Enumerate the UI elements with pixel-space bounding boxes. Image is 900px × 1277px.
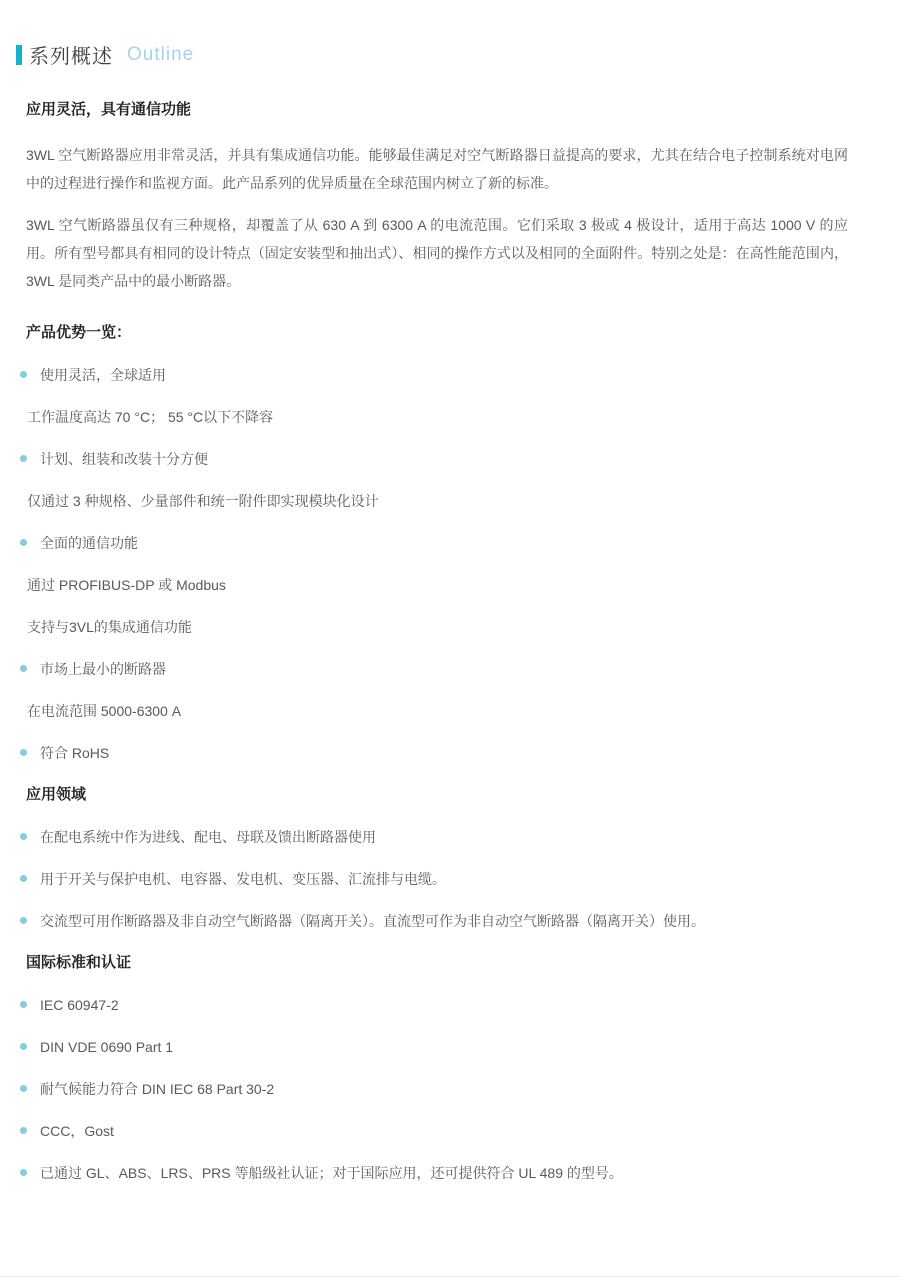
- list-item-text: 符合 RoHS: [40, 745, 110, 761]
- list-item-text: 在配电系统中作为进线、配电、母联及馈出断路器使用: [40, 829, 376, 845]
- accent-bar-icon: [16, 45, 22, 65]
- list-item-text: 市场上最小的断路器: [40, 661, 166, 677]
- bullet-dot-icon: [20, 1169, 27, 1176]
- advantages-heading: 产品优势一览：: [26, 324, 132, 341]
- bullet-dot-icon: [20, 749, 27, 756]
- list-item: [26, 449, 874, 469]
- list-item: [26, 1079, 874, 1099]
- list-item-text: 仅通过 3 种规格、少量部件和统一附件即实现模块化设计: [27, 493, 379, 509]
- list-item-text: 计划、组装和改装十分方便: [40, 451, 208, 467]
- list-item-text: 在电流范围 5000-6300 A: [27, 703, 182, 719]
- list-item: [26, 743, 874, 763]
- section-title: [16, 40, 900, 69]
- list-item-text: 支持与3VL的集成通信功能: [27, 619, 192, 635]
- list-item-text: IEC 60947-2: [40, 997, 119, 1013]
- list-subitem: [26, 701, 874, 721]
- list-item: [26, 1121, 874, 1141]
- intro-paragraph-1: 3WL 空气断路器应用非常灵活，并具有集成通信功能。能够最佳满足对空气断路器日益提高的要求，尤其在结合电子控制系统对电网中的过程进行操作和监视方面。此产品系列的优异质量在全球范围内树立了新的标准。: [26, 147, 848, 191]
- list-item: [26, 533, 874, 553]
- standards-heading: 国际标准和认证: [26, 954, 132, 971]
- bullet-dot-icon: [20, 539, 27, 546]
- list-subitem: [26, 617, 874, 637]
- list-item-text: 用于开关与保护电机、电容器、发电机、变压器、汇流排与电缆。: [40, 871, 446, 887]
- list-item-text: 工作温度高达 70 °C； 55 °C以下不降容: [27, 409, 274, 425]
- list-item-text: 已通过 GL、ABS、LRS、PRS 等船级社认证；对于国际应用，还可提供符合 UL 489 的型号。: [40, 1165, 623, 1181]
- list-item-text: 使用灵活，全球适用: [40, 367, 166, 383]
- applications-list: [26, 827, 874, 931]
- applications-heading: 应用领域: [26, 786, 87, 803]
- list-item: [26, 869, 874, 889]
- section-title-en: Outline: [127, 43, 195, 65]
- bullet-dot-icon: [20, 455, 27, 462]
- bullet-dot-icon: [20, 371, 27, 378]
- content-area: [26, 100, 874, 1183]
- list-item-text: CCC，Gost: [40, 1123, 114, 1139]
- list-subitem: [26, 407, 874, 427]
- bullet-dot-icon: [20, 1085, 27, 1092]
- bullet-dot-icon: [20, 917, 27, 924]
- list-item: [26, 1163, 874, 1183]
- list-item-text: 耐气候能力符合 DIN IEC 68 Part 30-2: [40, 1081, 275, 1097]
- intro-paragraph-2: 3WL 空气断路器虽仅有三种规格，却覆盖了从 630 A 到 6300 A 的电流范围。它们采取 3 极或 4 极设计，适用于高达 1000 V 的应用。所有型号都具有相同的设计特点（固定安装型和抽出式）、相同的操作方式以及相同的全面附件。特别之处是：在高性能范围内，3WL 是同类产品中的最小断路器。: [26, 217, 848, 289]
- list-item-text: DIN VDE 0690 Part 1: [40, 1039, 174, 1055]
- list-item: [26, 995, 874, 1015]
- bullet-dot-icon: [20, 665, 27, 672]
- list-item: [26, 365, 874, 385]
- advantages-list: [26, 365, 874, 763]
- bullet-dot-icon: [20, 1001, 27, 1008]
- bullet-dot-icon: [20, 1127, 27, 1134]
- bullet-dot-icon: [20, 833, 27, 840]
- list-item-text: 全面的通信功能: [40, 535, 138, 551]
- list-subitem: [26, 575, 874, 595]
- list-subitem: [26, 491, 874, 511]
- standards-list: [26, 995, 874, 1183]
- intro-heading: 应用灵活，具有通信功能: [26, 101, 192, 118]
- list-item: [26, 911, 874, 931]
- list-item: [26, 1037, 874, 1057]
- bullet-dot-icon: [20, 875, 27, 882]
- section-title-zh: 系列概述: [29, 46, 113, 68]
- list-item: [26, 827, 874, 847]
- list-item-text: 通过 PROFIBUS-DP 或 Modbus: [27, 577, 226, 593]
- list-item-text: 交流型可用作断路器及非自动空气断路器（隔离开关）。直流型可作为非自动空气断路器（隔离开关）使用。: [40, 913, 705, 929]
- bullet-dot-icon: [20, 1043, 27, 1050]
- list-item: [26, 659, 874, 679]
